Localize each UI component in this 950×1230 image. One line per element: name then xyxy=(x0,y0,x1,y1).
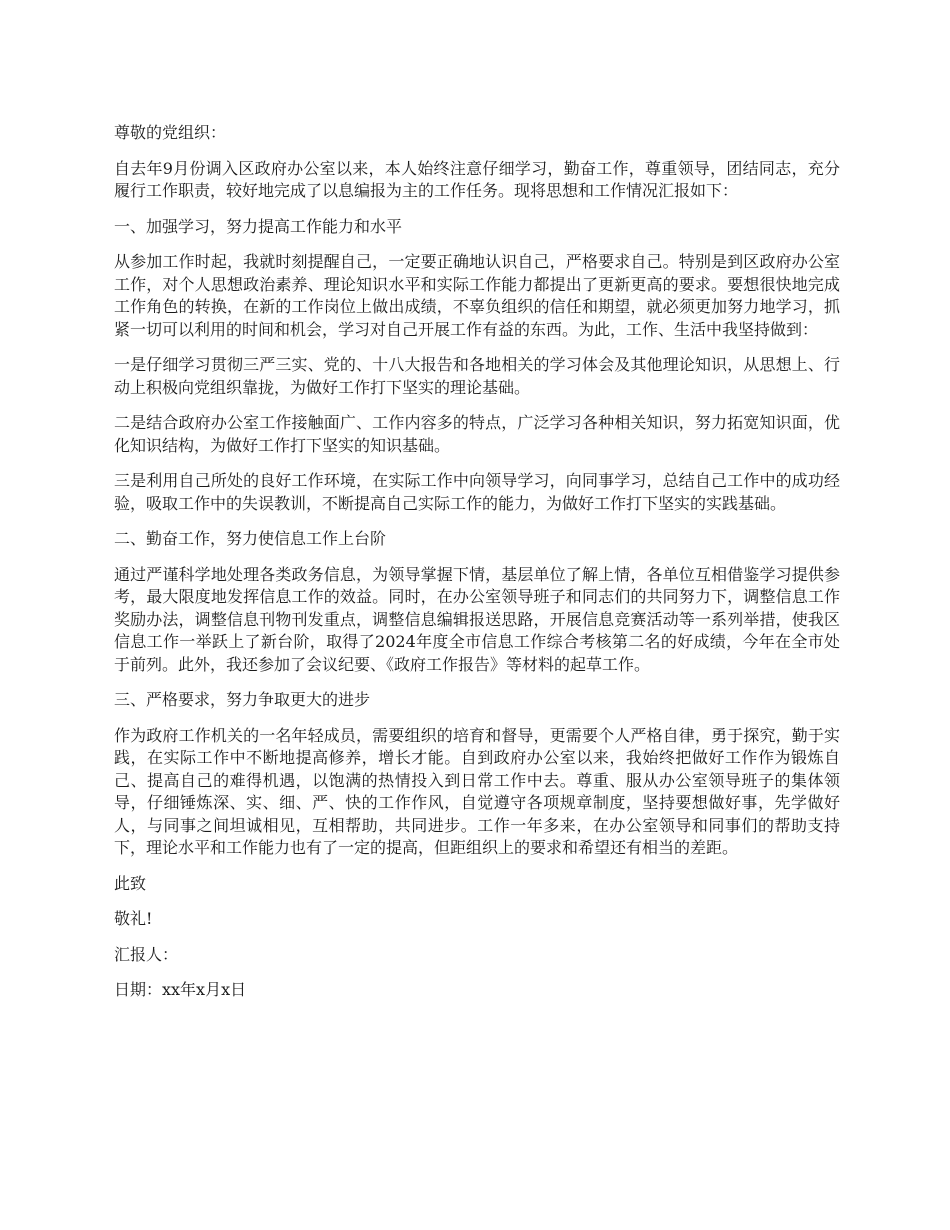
date-line: 日期：xx年x月x日 xyxy=(114,980,247,999)
section-heading-3: 三、严格要求，努力争取更大的进步 xyxy=(114,690,371,709)
section-3-body: 作为政府工作机关的一名年轻成员，需要组织的培育和督导，更需要个人严格自律，勇于探究，勤于实践，在实际工作中不断地提高修养，增长才能。自到政府办公室以来，我始终把做好工作作为锻炼自己、提高自己的难得机遇，以饱满的热情投入到日常工作中去。尊重、服从办公室领导班子的集体领导，仔细锤炼深、实、细、严、快的工作作风，自觉遵守各项规章制度，坚持要想做好事，先学做好人，与同事之间坦诚相见，互相帮助，共同进步。工作一年多来，在办公室领导和同事们的帮助支持下，理论水平和工作能力也有了一定的提高，但距组织上的要求和希望还有相当的差距。 xyxy=(114,725,840,857)
document-page xyxy=(114,122,840,1015)
salutation: 尊敬的党组织： xyxy=(114,123,227,142)
section-1-point-3: 三是利用自己所处的良好工作环境，在实际工作中向领导学习，向同事学习，总结自己工作中的成功经验，吸取工作中的失误教训，不断提高自己实际工作的能力，为做好工作打下坚实的实践基础。 xyxy=(114,471,840,513)
intro-paragraph: 自去年9月份调入区政府办公室以来，本人始终注意仔细学习，勤奋工作，尊重领导，团结同志，充分履行工作职责，较好地完成了以息编报为主的工作任务。现将思想和工作情况汇报如下： xyxy=(114,158,840,200)
section-2-body: 通过严谨科学地处理各类政务信息，为领导掌握下情，基层单位了解上情，各单位互相借鉴学习提供参考，最大限度地发挥信息工作的效益。同时，在办公室领导班子和同志们的共同努力下，调整信息工作奖励办法，调整信息刊物刊发重点，调整信息编辑报送思路，开展信息竞赛活动等一系列举措，使我区信息工作一举跃上了新台阶，取得了2024年度全市信息工作综合考核第二名的好成绩，今年在全市处于前列。此外，我还参加了会议纪要、《政府工作报告》等材料的起草工作。 xyxy=(114,564,840,674)
section-1-point-1: 一是仔细学习贯彻三严三实、党的、十八大报告和各地相关的学习体会及其他理论知识，从思想上、行动上积极向党组织靠拢，为做好工作打下坚实的理论基础。 xyxy=(114,355,840,397)
closing-line-2: 敬礼! xyxy=(114,909,153,928)
section-heading-1: 一、加强学习，努力提高工作能力和水平 xyxy=(114,216,403,236)
section-1-point-2: 二是结合政府办公室工作接触面广、工作内容多的特点，广泛学习各种相关知识，努力拓宽知识面，优化知识结构，为做好工作打下坚实的知识基础。 xyxy=(114,413,840,455)
reporter-line: 汇报人： xyxy=(114,944,179,964)
closing-line-1: 此致 xyxy=(114,873,147,893)
section-heading-2: 二、勤奋工作，努力使信息工作上台阶 xyxy=(114,529,387,548)
section-1-body: 从参加工作时起，我就时刻提醒自己，一定要正确地认识自己，严格要求自己。特别是到区政府办公室工作，对个人思想政治素养、理论知识水平和实际工作能力都提出了更新更高的要求。要想很快地完成工作角色的转换，在新的工作岗位上做出成绩，不辜负组织的信任和期望，就必须更加努力地学习，抓紧一切可以利用的时间和机会，学习对自己开展工作有益的东西。为此，工作、生活中我坚持做到： xyxy=(114,252,840,339)
